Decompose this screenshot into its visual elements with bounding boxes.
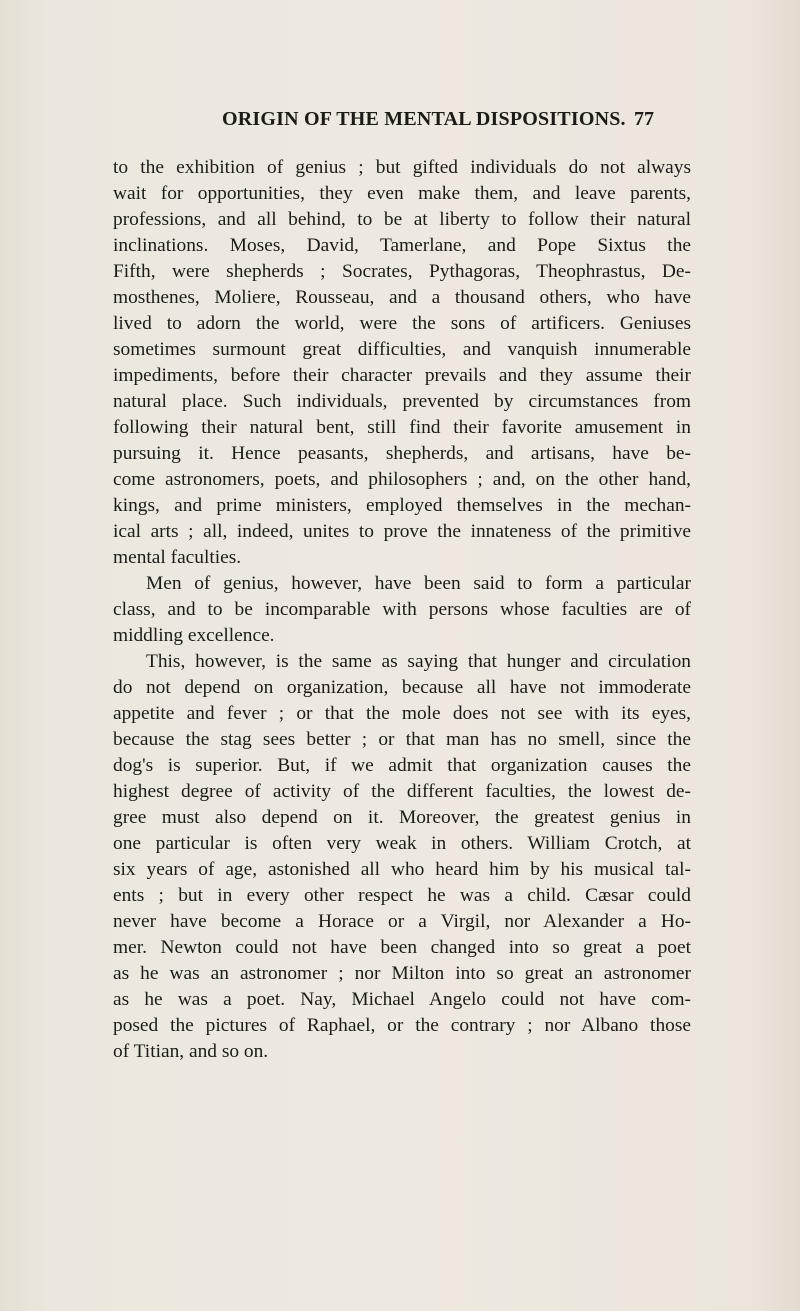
text-line: Men of genius, however, have been said to form a particular [146,573,691,594]
text-line: one particular is often very weak in others. William Crotch, at [113,833,691,854]
text-line: wait for opportunities, they even make them, and leave parents, [113,183,691,204]
page-number: 77 [634,108,654,130]
text-line: of Titian, and so on. [113,1041,269,1062]
text-line: professions, and all behind, to be at liberty to follow their natural [113,209,691,230]
text-line: natural place. Such individuals, prevented by circumstances from [113,391,691,412]
text-line: six years of age, astonished all who heard him by his musical tal- [113,859,691,880]
text-line: This, however, is the same as saying that hunger and circulation [146,651,691,672]
text-line: appetite and fever ; or that the mole does not see with its eyes, [113,703,691,724]
text-line: mental faculties. [113,547,242,568]
text-line: lived to adorn the world, were the sons of artificers. Geniuses [113,313,691,334]
text-line: ical arts ; all, indeed, unites to prove the innateness of the primitive [113,521,691,542]
text-line: to the exhibition of genius ; but gifted individuals do not always [113,157,691,178]
text-line: gree must also depend on it. Moreover, the greatest genius in [113,807,691,828]
text-line: as he was a poet. Nay, Michael Angelo could not have com- [113,989,691,1010]
text-line: because the stag sees better ; or that man has no smell, since the [113,729,691,750]
text-line: kings, and prime ministers, employed themselves in the mechan- [113,495,691,516]
text-line: impediments, before their character prevails and they assume their [113,365,691,386]
text-line: mer. Newton could not have been changed into so great a poet [113,937,691,958]
paragraph [113,155,691,571]
text-line: sometimes surmount great difficulties, and vanquish innumerable [113,339,691,360]
text-line: following their natural bent, still find their favorite amusement in [113,417,691,438]
text-line: dog's is superior. But, if we admit that organization causes the [113,755,691,776]
paragraph [113,571,691,649]
body-text [113,155,691,1065]
text-line: pursuing it. Hence peasants, shepherds, and artisans, have be- [113,443,691,464]
text-line: class, and to be incomparable with persons whose faculties are of [113,599,691,620]
running-head-title: ORIGIN OF THE MENTAL DISPOSITIONS. [222,108,626,130]
text-line: ents ; but in every other respect he was a child. Cæsar could [113,885,691,906]
text-line: posed the pictures of Raphael, or the contrary ; nor Albano those [113,1015,691,1036]
text-line: Fifth, were shepherds ; Socrates, Pythagoras, Theophrastus, De- [113,261,691,282]
text-line: inclinations. Moses, David, Tamerlane, and Pope Sixtus the [113,235,691,256]
text-line: as he was an astronomer ; nor Milton into so great an astronomer [113,963,691,984]
text-line: come astronomers, poets, and philosophers ; and, on the other hand, [113,469,691,490]
text-line: highest degree of activity of the different faculties, the lowest de- [113,781,691,802]
text-line: never have become a Horace or a Virgil, nor Alexander a Ho- [113,911,691,932]
running-head [0,108,800,138]
text-line: mosthenes, Moliere, Rousseau, and a thousand others, who have [113,287,691,308]
text-line: middling excellence. [113,625,275,646]
text-line: do not depend on organization, because all have not immoderate [113,677,691,698]
paragraph [113,649,691,1065]
